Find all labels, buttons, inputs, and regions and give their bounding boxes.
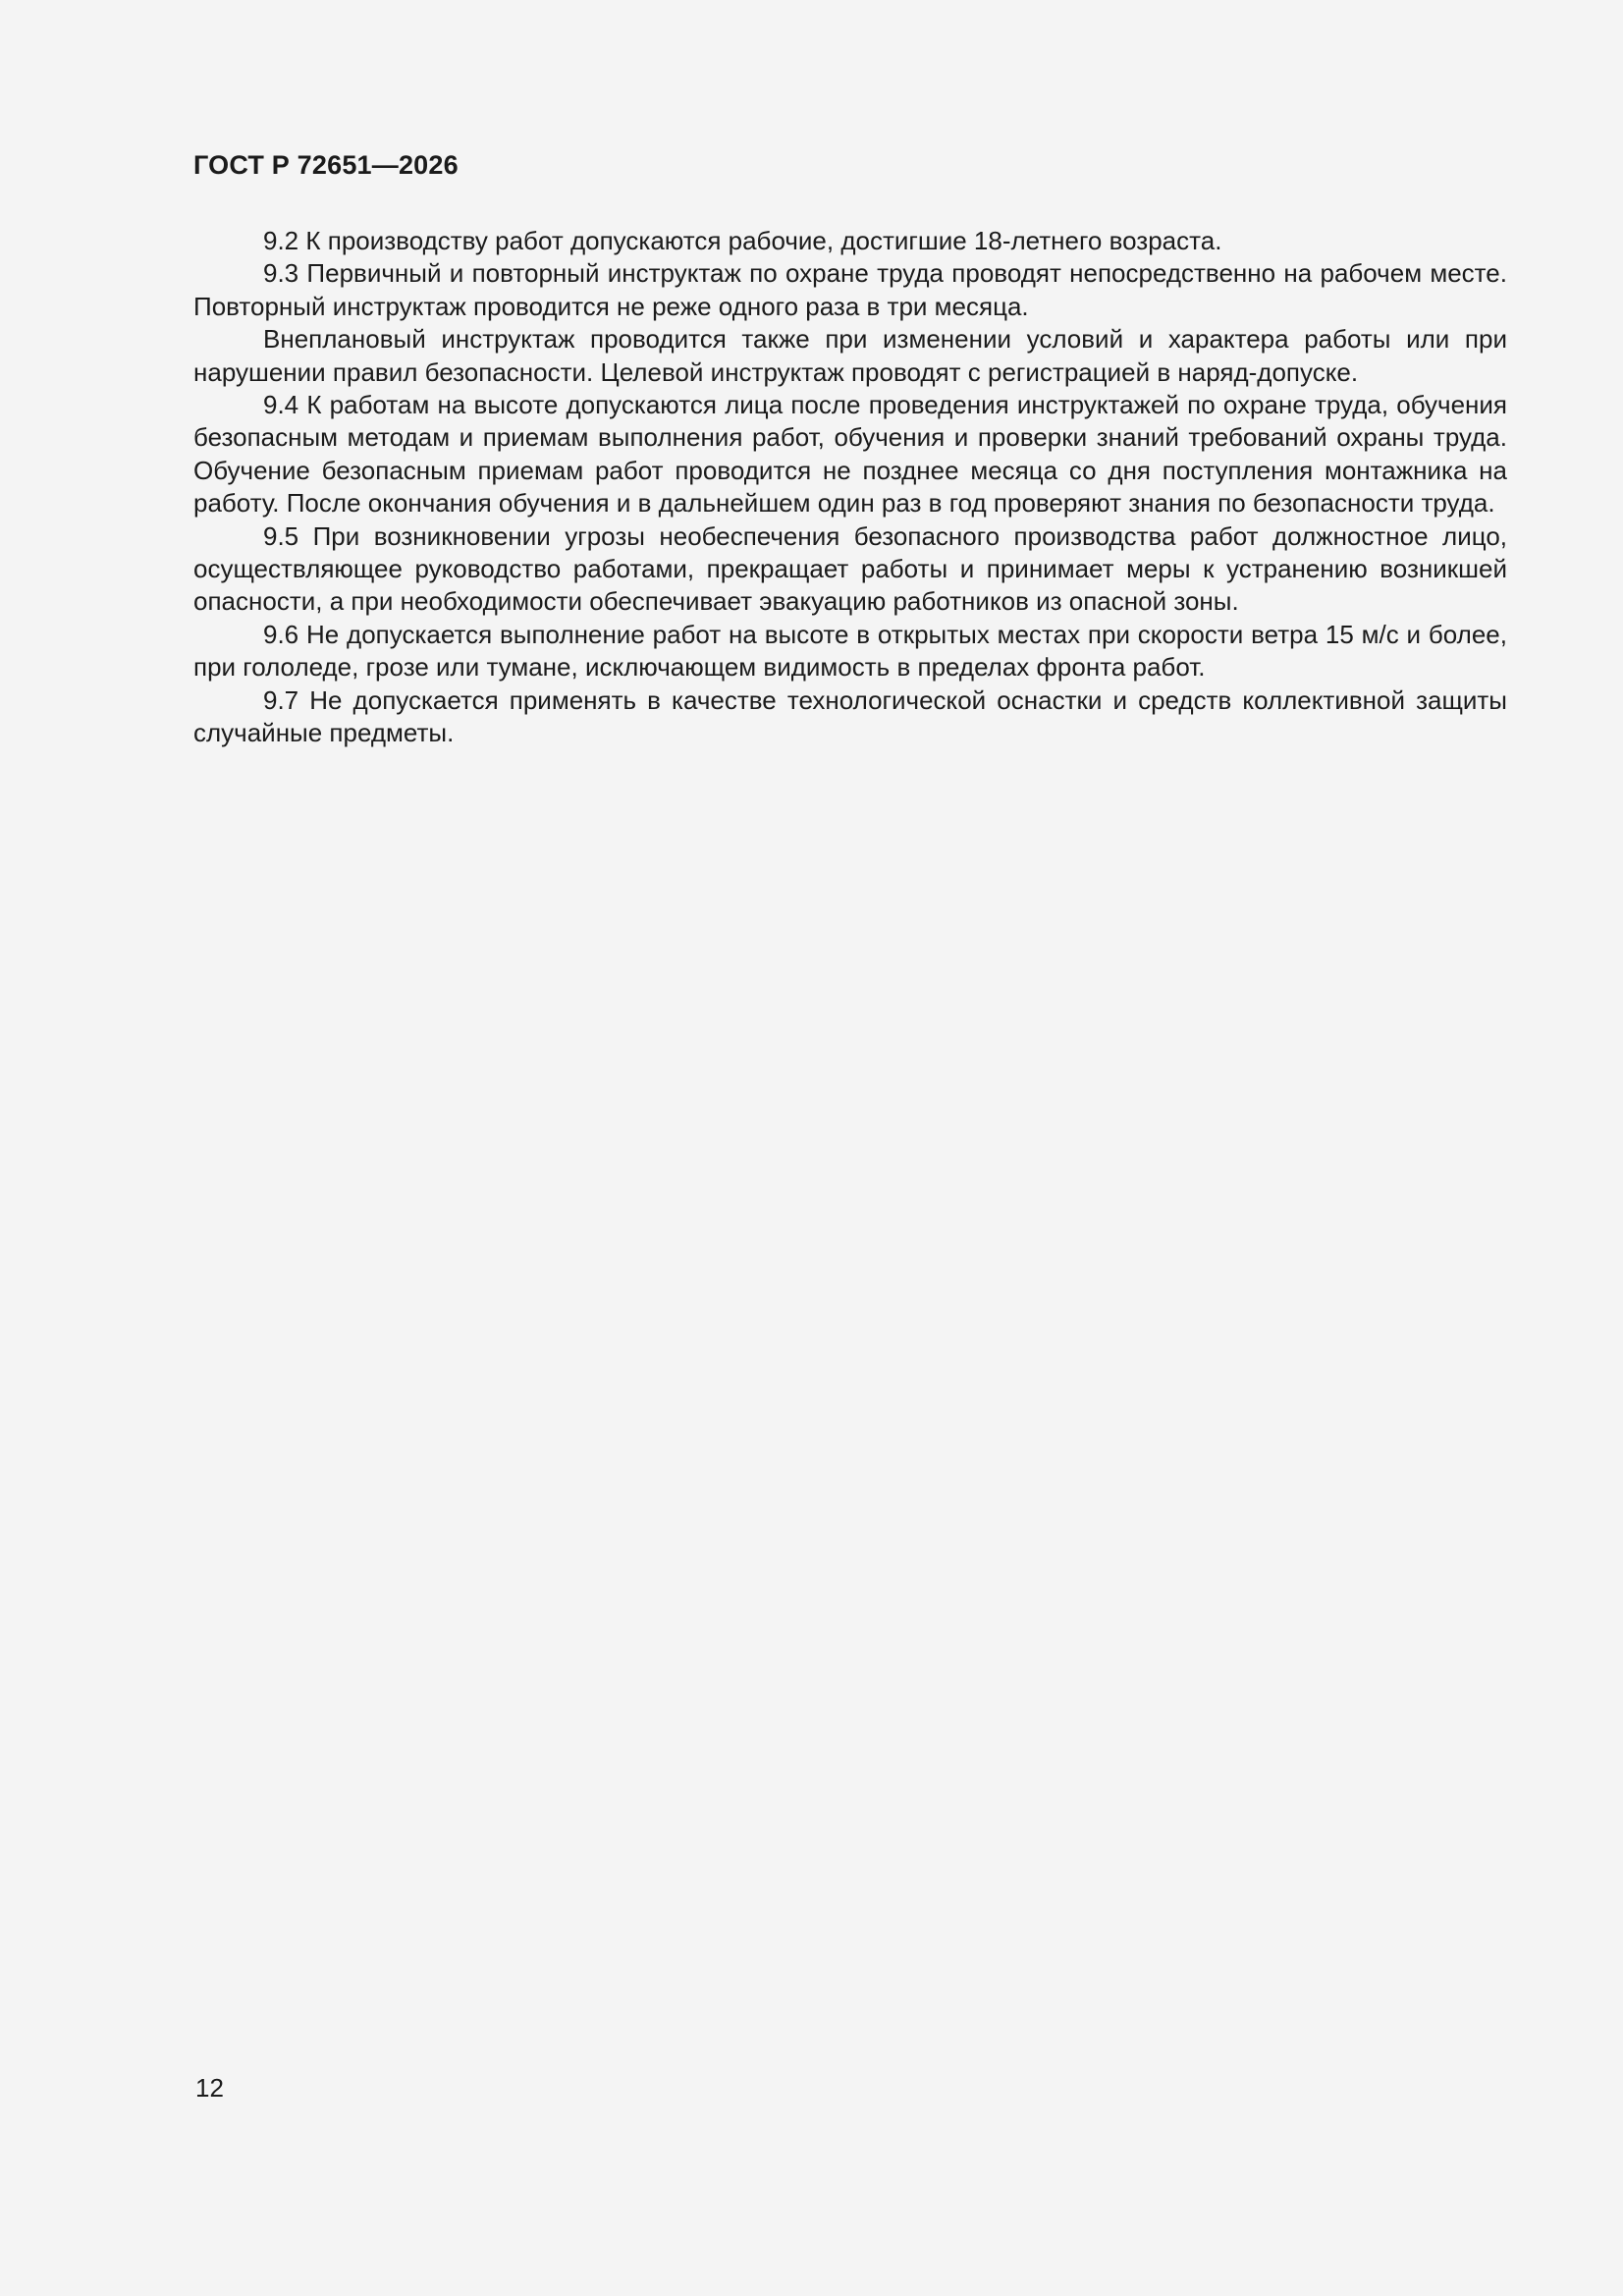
paragraph-9-3-unscheduled-briefing: Внеплановый инструктаж проводится также при изменении условий и характера работы или при нарушении правил безопасности. Целевой инструктаж проводят с регистрацией в наряд-допуске. — [193, 324, 1507, 387]
paragraph-9-3: 9.3 Первичный и повторный инструктаж по охране труда проводят непосредственно на рабочем месте. Повторный инструктаж проводится не реже одного раза в три месяца. — [193, 258, 1507, 321]
paragraph-9-5: 9.5 При возникновении угрозы необеспечения безопасного производства работ должностное лицо, осуществляющее руководство работами, прекращает работы и принимает меры к устранению возникшей опасности, а при необходимости обеспечивает эвакуацию работников из опасной зоны. — [193, 520, 1507, 617]
page-number: 12 — [195, 2073, 224, 2103]
document-code-header: ГОСТ Р 72651—2026 — [193, 150, 459, 180]
document-body — [193, 225, 1507, 750]
paragraph-9-7: 9.7 Не допускается применять в качестве технологической оснастки и средств коллективной защиты случайные предметы. — [193, 684, 1507, 748]
paragraph-9-4: 9.4 К работам на высоте допускаются лица после проведения инструктажей по охране труда, обучения безопасным методам и приемам выполнения работ, обучения и проверки знаний требований охраны труда. Обучение безопасным приемам работ проводится не позднее месяца со дня поступления монтажника на работу. После окончания обучения и в дальнейшем один раз в год проверяют знания по безопасности труда. — [193, 390, 1507, 519]
paragraph-9-2: 9.2 К производству работ допускаются рабочие, достигшие 18-летнего возраста. — [263, 226, 1222, 255]
paragraph-9-6: 9.6 Не допускается выполнение работ на высоте в открытых местах при скорости ветра 15 м/с и более, при гололеде, грозе или тумане, исключающем видимость в пределах фронта работ. — [193, 619, 1507, 683]
